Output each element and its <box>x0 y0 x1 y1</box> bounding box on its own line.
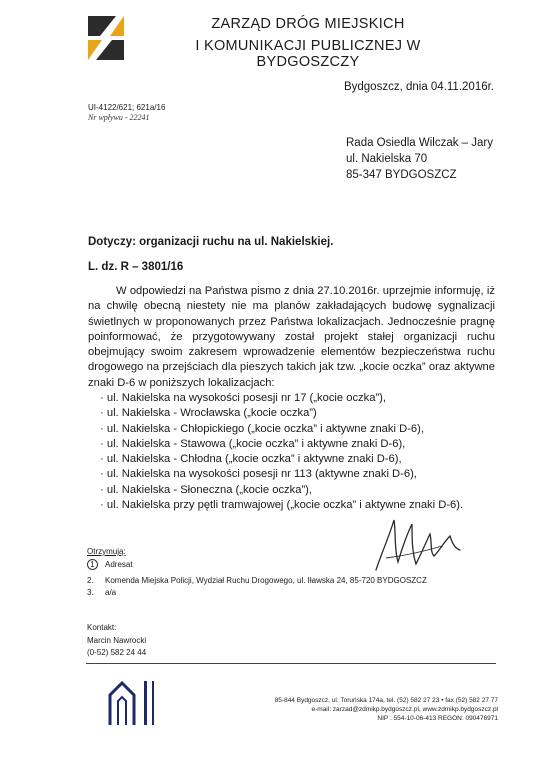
list-item: · ul. Nakielska - Chłodna („kocie oczka” i aktywne znaki D-6), <box>100 452 463 467</box>
letter-subject: Dotyczy: organizacji ruchu na ul. Nakielskiej. <box>88 236 334 248</box>
received-number: Nr wpływu - 22241 <box>88 113 150 122</box>
footer-email: e-mail: zarzad@zdmikp.bydgoszcz.pl, www.zdmikp.bydgoszcz.pl <box>311 706 498 713</box>
footer-divider <box>86 663 496 664</box>
distribution-item <box>87 588 116 597</box>
org-name-line1: ZARZĄD DRÓG MIEJSKICH <box>211 16 405 32</box>
list-item: · ul. Nakielska na wysokości posesji nr 17 („kocie oczka”), <box>100 391 463 406</box>
distribution-item <box>87 559 133 570</box>
recipient-name: Rada Osiedla Wilczak – Jary <box>346 137 493 149</box>
list-item: · ul. Nakielska przy pętli tramwajowej („kocie oczka” i aktywne znaki D-6). <box>100 498 463 513</box>
handwritten-signature <box>372 512 464 574</box>
contact-name: Marcin Nawrocki <box>87 636 147 645</box>
distribution-text: Adresat <box>105 560 133 569</box>
distribution-number: 2. <box>87 576 94 585</box>
zdmikp-logo-icon <box>86 16 126 60</box>
recipient-city: 85-347 BYDGOSZCZ <box>346 169 457 181</box>
distribution-text: Komenda Miejska Policji, Wydział Ruchu Drogowego, ul. Iławska 24, 85-720 BYDGOSZCZ <box>105 576 427 585</box>
list-item: · ul. Nakielska - Wrocławska („kocie oczka”) <box>100 406 463 421</box>
city-emblem-icon <box>108 677 178 727</box>
recipient-street: ul. Nakielska 70 <box>346 153 428 165</box>
footer-address: 85-844 Bydgoszcz, ul. Toruńska 174a, tel. (52) 582 27 23 • fax (52) 582 27 77 <box>274 697 498 704</box>
letter-body: W odpowiedzi na Państwa pismo z dnia 27.10.2016r. uprzejmie informuję, iż na chwilę obecną niestety nie ma planów zakładających budowę sygnalizacji świetlnych w proponowanych przez Państwa lokalizacjach. Jednocześnie pragnę poinformować, że przygotowywany został projekt stałej organizacji ruchu obejmujący swoim zakresem wprowadzenie elementów bezpieczeństwa ruchu drogowego na przejściach dla pieszych takich jak tzw. „kocie oczka” oraz aktywne znaki D-6 w poniższych lokalizacjach: <box>88 285 495 389</box>
distribution-item <box>87 576 427 585</box>
contact-heading: Kontakt: <box>87 623 117 632</box>
letter-date: Bydgoszcz, dnia 04.11.2016r. <box>343 81 494 93</box>
org-name-line2: I KOMUNIKACJI PUBLICZNEJ W BYDGOSZCZY <box>195 38 421 70</box>
list-item: · ul. Nakielska na wysokości posesji nr 113 (aktywne znaki D-6), <box>100 467 463 482</box>
list-item: · ul. Nakielska - Chłopickiego („kocie oczka” i aktywne znaki D-6), <box>100 422 463 437</box>
case-number: L. dz. R – 3801/16 <box>88 261 184 273</box>
location-list <box>100 391 463 513</box>
distribution-heading: Otrzymują: <box>87 547 126 556</box>
contact-phone: (0-52) 582 24 44 <box>87 648 147 657</box>
distribution-text: a/a <box>105 588 117 597</box>
distribution-number: 3. <box>87 588 94 597</box>
reference-code: UI-4122/621; 621a/16 <box>88 103 166 112</box>
list-item: · ul. Nakielska - Stawowa („kocie oczka” i aktywne znaki D-6), <box>100 437 463 452</box>
distribution-number: 1 <box>87 559 98 570</box>
list-item: · ul. Nakielska - Słoneczna („kocie oczka”), <box>100 483 463 498</box>
footer-registry: NIP : 554-10-06-413 REGON: 090476971 <box>377 715 498 722</box>
